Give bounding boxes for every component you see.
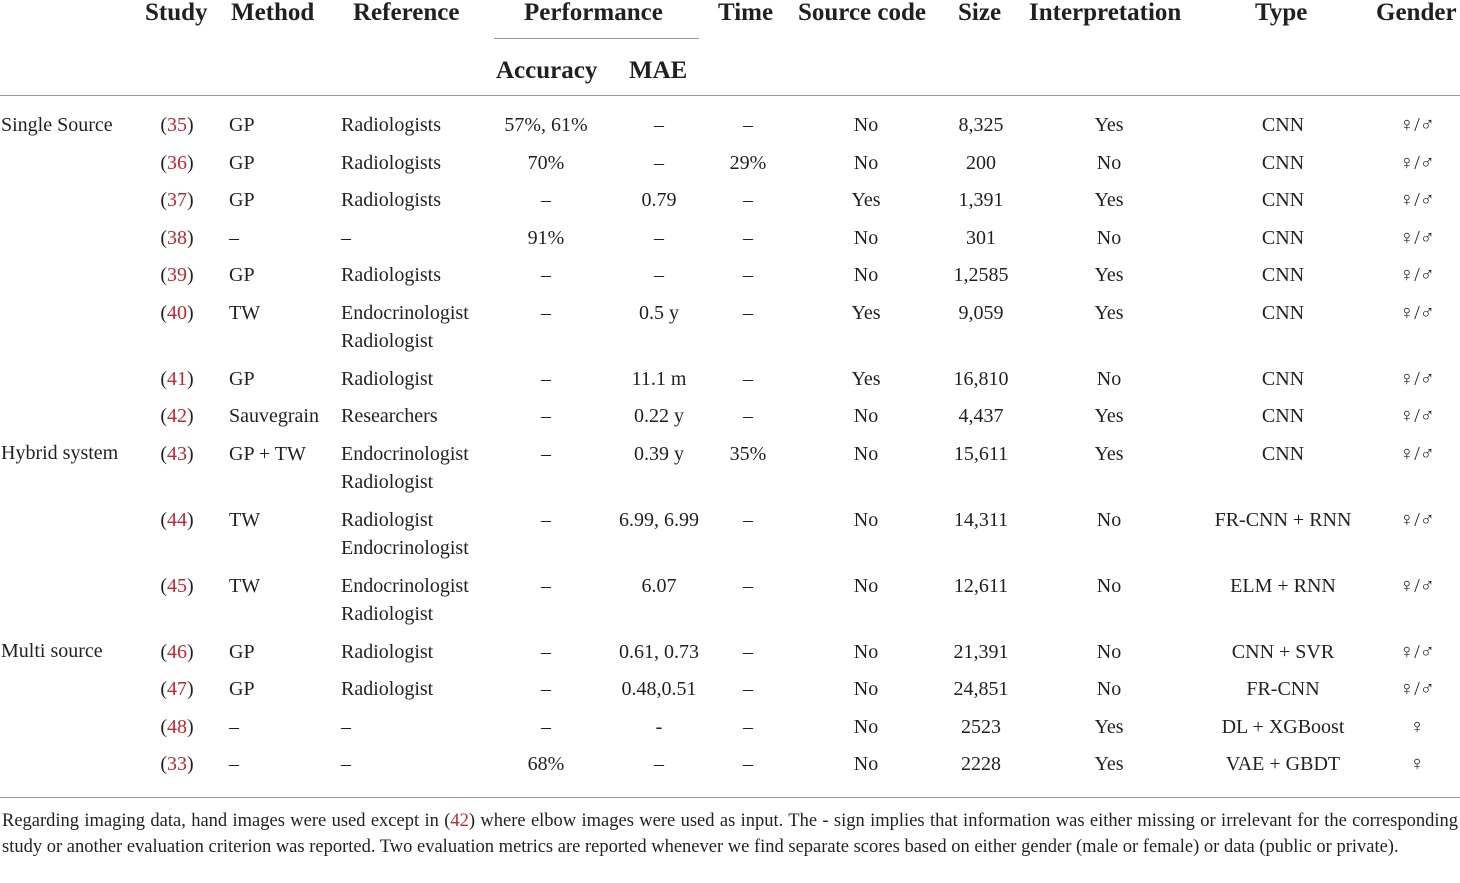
header-rule (0, 95, 1460, 96)
header-mae: MAE (629, 57, 688, 84)
study-cell: (43) (160, 443, 194, 465)
gender-cell: ♀/♂ (1399, 114, 1435, 136)
reference-cell (341, 675, 433, 703)
study-citation-link[interactable]: 41 (167, 368, 187, 390)
method-cell: GP + TW (229, 443, 306, 465)
type-cell: ELM + RNN (1230, 575, 1336, 597)
table-footnote (2, 808, 1458, 860)
source-cell: Yes (851, 302, 881, 324)
accuracy-cell: – (541, 405, 551, 427)
study-cell: (35) (160, 114, 194, 136)
mae-cell: 0.48,0.51 (621, 678, 697, 700)
time-cell: – (743, 405, 753, 427)
method-cell: TW (229, 302, 261, 324)
size-cell: 14,311 (953, 509, 1009, 531)
time-cell: – (743, 716, 753, 738)
header-reference: Reference (353, 0, 460, 26)
reference-cell (341, 149, 441, 177)
reference-line: – (341, 753, 351, 775)
study-cell: (38) (160, 227, 194, 249)
gender-cell: ♀/♂ (1399, 368, 1435, 390)
gender-cell: ♀/♂ (1399, 509, 1435, 531)
reference-cell (341, 440, 469, 496)
time-cell: – (743, 302, 753, 324)
header-size: Size (958, 0, 1002, 26)
study-citation-link[interactable]: 44 (167, 509, 187, 531)
time-cell: – (743, 368, 753, 390)
method-cell: – (229, 753, 239, 775)
time-cell: – (743, 753, 753, 775)
reference-line: Radiologists (341, 189, 442, 211)
type-cell: CNN + SVR (1231, 641, 1335, 663)
size-cell: 21,391 (953, 641, 1009, 663)
mae-cell: 0.39 y (634, 443, 684, 465)
time-cell: 35% (729, 443, 767, 465)
time-cell: – (743, 678, 753, 700)
source-cell: No (853, 641, 879, 663)
study-cell: (48) (160, 716, 194, 738)
gender-cell: ♀/♂ (1399, 443, 1435, 465)
time-cell: – (743, 189, 753, 211)
study-citation-link[interactable]: 35 (167, 114, 187, 136)
interp-cell: Yes (1094, 302, 1124, 324)
type-cell: CNN (1261, 227, 1305, 249)
type-cell: CNN (1261, 189, 1305, 211)
source-cell: Yes (851, 189, 881, 211)
reference-cell (341, 750, 351, 778)
accuracy-cell: 91% (527, 227, 565, 249)
study-citation-link[interactable]: 47 (167, 678, 187, 700)
mae-cell: – (654, 114, 664, 136)
interp-cell: Yes (1094, 114, 1124, 136)
reference-line: Endocrinologist (341, 443, 469, 465)
size-cell: 4,437 (958, 405, 1004, 427)
method-cell: Sauvegrain (229, 405, 319, 427)
mae-cell: 6.07 (641, 575, 677, 597)
time-cell: – (743, 114, 753, 136)
accuracy-cell: 70% (527, 152, 565, 174)
study-citation-link[interactable]: 46 (167, 641, 187, 663)
study-cell: (40) (160, 302, 194, 324)
reference-line: Radiologist (341, 641, 434, 663)
reference-cell (341, 224, 351, 252)
type-cell: DL + XGBoost (1221, 716, 1345, 738)
study-citation-link[interactable]: 42 (167, 405, 187, 427)
source-cell: No (853, 678, 879, 700)
header-interpretation: Interpretation (1029, 0, 1182, 26)
method-cell: GP (229, 114, 255, 136)
method-cell: GP (229, 264, 255, 286)
header-performance: Performance (524, 0, 663, 26)
reference-line: Endocrinologist (341, 575, 469, 597)
study-cell: (44) (160, 509, 194, 531)
study-cell: (45) (160, 575, 194, 597)
size-cell: 8,325 (958, 114, 1004, 136)
interp-cell: Yes (1094, 716, 1124, 738)
reference-line: Radiologist (341, 678, 434, 700)
mae-cell: – (654, 753, 664, 775)
gender-cell: ♀ (1409, 716, 1425, 738)
gender-cell: ♀/♂ (1399, 641, 1435, 663)
performance-subrule (494, 38, 699, 39)
accuracy-cell: – (541, 443, 551, 465)
mae-cell: – (654, 152, 664, 174)
accuracy-cell: – (541, 264, 551, 286)
size-cell: 2523 (961, 716, 1001, 738)
accuracy-cell: – (541, 509, 551, 531)
reference-cell (341, 572, 469, 628)
mae-cell: 0.5 y (639, 302, 679, 324)
method-cell: GP (229, 152, 255, 174)
source-cell: No (853, 753, 879, 775)
reference-line: Radiologists (341, 152, 442, 174)
time-cell: – (743, 227, 753, 249)
mae-cell: - (655, 716, 663, 738)
source-cell: No (853, 227, 879, 249)
mae-cell: – (654, 264, 664, 286)
mae-cell: – (654, 227, 664, 249)
reference-cell (341, 261, 441, 289)
study-citation-link[interactable]: 33 (167, 753, 187, 775)
accuracy-cell: 57%, 61% (504, 114, 588, 136)
group-label-single-source: Single Source (1, 114, 113, 136)
mae-cell: 6.99, 6.99 (619, 509, 699, 531)
header-gender: Gender (1376, 0, 1457, 26)
size-cell: 301 (966, 227, 996, 249)
reference-cell (341, 299, 469, 355)
reference-line: Researchers (341, 405, 438, 427)
gender-cell: ♀/♂ (1399, 189, 1435, 211)
study-citation-link[interactable]: 36 (167, 152, 187, 174)
study-cell: (41) (160, 368, 194, 390)
method-cell: – (229, 716, 239, 738)
interp-cell: No (1096, 575, 1122, 597)
reference-cell (341, 713, 351, 741)
study-citation-link[interactable]: 43 (167, 443, 187, 465)
time-cell: 29% (729, 152, 767, 174)
reference-line: Endocrinologist (341, 302, 469, 324)
study-citation-link[interactable]: 37 (167, 189, 187, 211)
source-cell: No (853, 443, 879, 465)
accuracy-cell: – (541, 716, 551, 738)
study-citation-link[interactable]: 40 (167, 302, 187, 324)
interp-cell: No (1096, 152, 1122, 174)
reference-line: – (341, 227, 351, 249)
header-method: Method (231, 0, 315, 26)
source-cell: No (853, 264, 879, 286)
source-cell: No (853, 405, 879, 427)
study-citation-link[interactable]: 48 (167, 716, 187, 738)
interp-cell: No (1096, 227, 1122, 249)
type-cell: CNN (1261, 114, 1305, 136)
header-source-code: Source code (798, 0, 926, 26)
accuracy-cell: – (541, 575, 551, 597)
accuracy-cell: – (541, 678, 551, 700)
method-cell: GP (229, 678, 255, 700)
reference-cell (341, 402, 438, 430)
study-cell: (39) (160, 264, 194, 286)
study-cell: (36) (160, 152, 194, 174)
size-cell: 15,611 (953, 443, 1009, 465)
gender-cell: ♀/♂ (1399, 227, 1435, 249)
interp-cell: Yes (1094, 264, 1124, 286)
mae-cell: 0.22 y (634, 405, 684, 427)
size-cell: 1,2585 (953, 264, 1009, 286)
reference-cell (341, 365, 433, 393)
interp-cell: No (1096, 509, 1122, 531)
method-cell: TW (229, 575, 261, 597)
mae-cell: 0.79 (641, 189, 677, 211)
reference-line: Endocrinologist (341, 537, 469, 559)
mae-cell: 11.1 m (631, 368, 687, 390)
header-type: Type (1255, 0, 1308, 26)
type-cell: CNN (1261, 368, 1305, 390)
mae-cell: 0.61, 0.73 (619, 641, 699, 663)
type-cell: VAE + GBDT (1225, 753, 1341, 775)
time-cell: – (743, 575, 753, 597)
size-cell: 200 (966, 152, 996, 174)
gender-cell: ♀ (1409, 753, 1425, 775)
interp-cell: Yes (1094, 405, 1124, 427)
time-cell: – (743, 641, 753, 663)
gender-cell: ♀/♂ (1399, 264, 1435, 286)
gender-cell: ♀/♂ (1399, 302, 1435, 324)
footnote-text-after: ) where elbow images were used as input. The - sign implies that information was either missing or irrelevant for the corresponding study or another evaluation criterion was reported. Two evaluation metrics are reported whenever we find separate scores based on either gender (male or female) or data (public or private). (2, 811, 1459, 857)
study-citation-link[interactable]: 38 (167, 227, 187, 249)
reference-line: Radiologists (341, 114, 442, 136)
accuracy-cell: – (541, 368, 551, 390)
size-cell: 16,810 (953, 368, 1009, 390)
type-cell: CNN (1261, 405, 1305, 427)
interp-cell: Yes (1094, 189, 1124, 211)
group-label-hybrid-system: Hybrid system (1, 442, 119, 464)
study-cell: (33) (160, 753, 194, 775)
footnote-text-before: Regarding imaging data, hand images were used except in ( (2, 811, 451, 831)
reference-line: Radiologist (341, 509, 434, 531)
source-cell: No (853, 716, 879, 738)
source-cell: No (853, 509, 879, 531)
study-cell: (37) (160, 189, 194, 211)
accuracy-cell: – (541, 302, 551, 324)
type-cell: CNN (1261, 152, 1305, 174)
reference-cell (341, 111, 441, 139)
size-cell: 2228 (961, 753, 1001, 775)
source-cell: No (853, 152, 879, 174)
reference-cell (341, 186, 441, 214)
size-cell: 12,611 (953, 575, 1009, 597)
time-cell: – (743, 264, 753, 286)
accuracy-cell: – (541, 189, 551, 211)
group-label-multi-source: Multi source (1, 640, 103, 662)
interp-cell: No (1096, 368, 1122, 390)
table-bottom-rule (0, 797, 1460, 798)
interp-cell: No (1096, 678, 1122, 700)
reference-line: Radiologist (341, 603, 434, 625)
gender-cell: ♀/♂ (1399, 405, 1435, 427)
study-citation-link[interactable]: 39 (167, 264, 187, 286)
source-cell: No (853, 575, 879, 597)
reference-line: Radiologist (341, 471, 434, 493)
reference-line: Radiologist (341, 330, 434, 352)
accuracy-cell: – (541, 641, 551, 663)
reference-cell (341, 638, 433, 666)
study-cell: (46) (160, 641, 194, 663)
source-cell: No (853, 114, 879, 136)
header-study: Study (145, 0, 208, 26)
interp-cell: No (1096, 641, 1122, 663)
type-cell: FR-CNN (1246, 678, 1320, 700)
study-citation-link[interactable]: 45 (167, 575, 187, 597)
reference-line: Radiologists (341, 264, 442, 286)
size-cell: 24,851 (953, 678, 1009, 700)
method-cell: GP (229, 368, 255, 390)
method-cell: TW (229, 509, 261, 531)
type-cell: CNN (1261, 443, 1305, 465)
source-cell: Yes (851, 368, 881, 390)
interp-cell: Yes (1094, 443, 1124, 465)
gender-cell: ♀/♂ (1399, 575, 1435, 597)
time-cell: – (743, 509, 753, 531)
method-cell: GP (229, 641, 255, 663)
size-cell: 9,059 (958, 302, 1004, 324)
header-time: Time (718, 0, 774, 26)
interp-cell: Yes (1094, 753, 1124, 775)
type-cell: CNN (1261, 264, 1305, 286)
study-cell: (42) (160, 405, 194, 427)
type-cell: FR-CNN + RNN (1214, 509, 1352, 531)
study-cell: (47) (160, 678, 194, 700)
method-cell: – (229, 227, 239, 249)
header-accuracy: Accuracy (496, 57, 598, 84)
reference-cell (341, 506, 469, 562)
size-cell: 1,391 (958, 189, 1004, 211)
reference-line: Radiologist (341, 368, 434, 390)
gender-cell: ♀/♂ (1399, 678, 1435, 700)
method-cell: GP (229, 189, 255, 211)
accuracy-cell: 68% (527, 753, 565, 775)
footnote-citation-link[interactable]: 42 (450, 811, 469, 831)
gender-cell: ♀/♂ (1399, 152, 1435, 174)
reference-line: – (341, 716, 351, 738)
type-cell: CNN (1261, 302, 1305, 324)
